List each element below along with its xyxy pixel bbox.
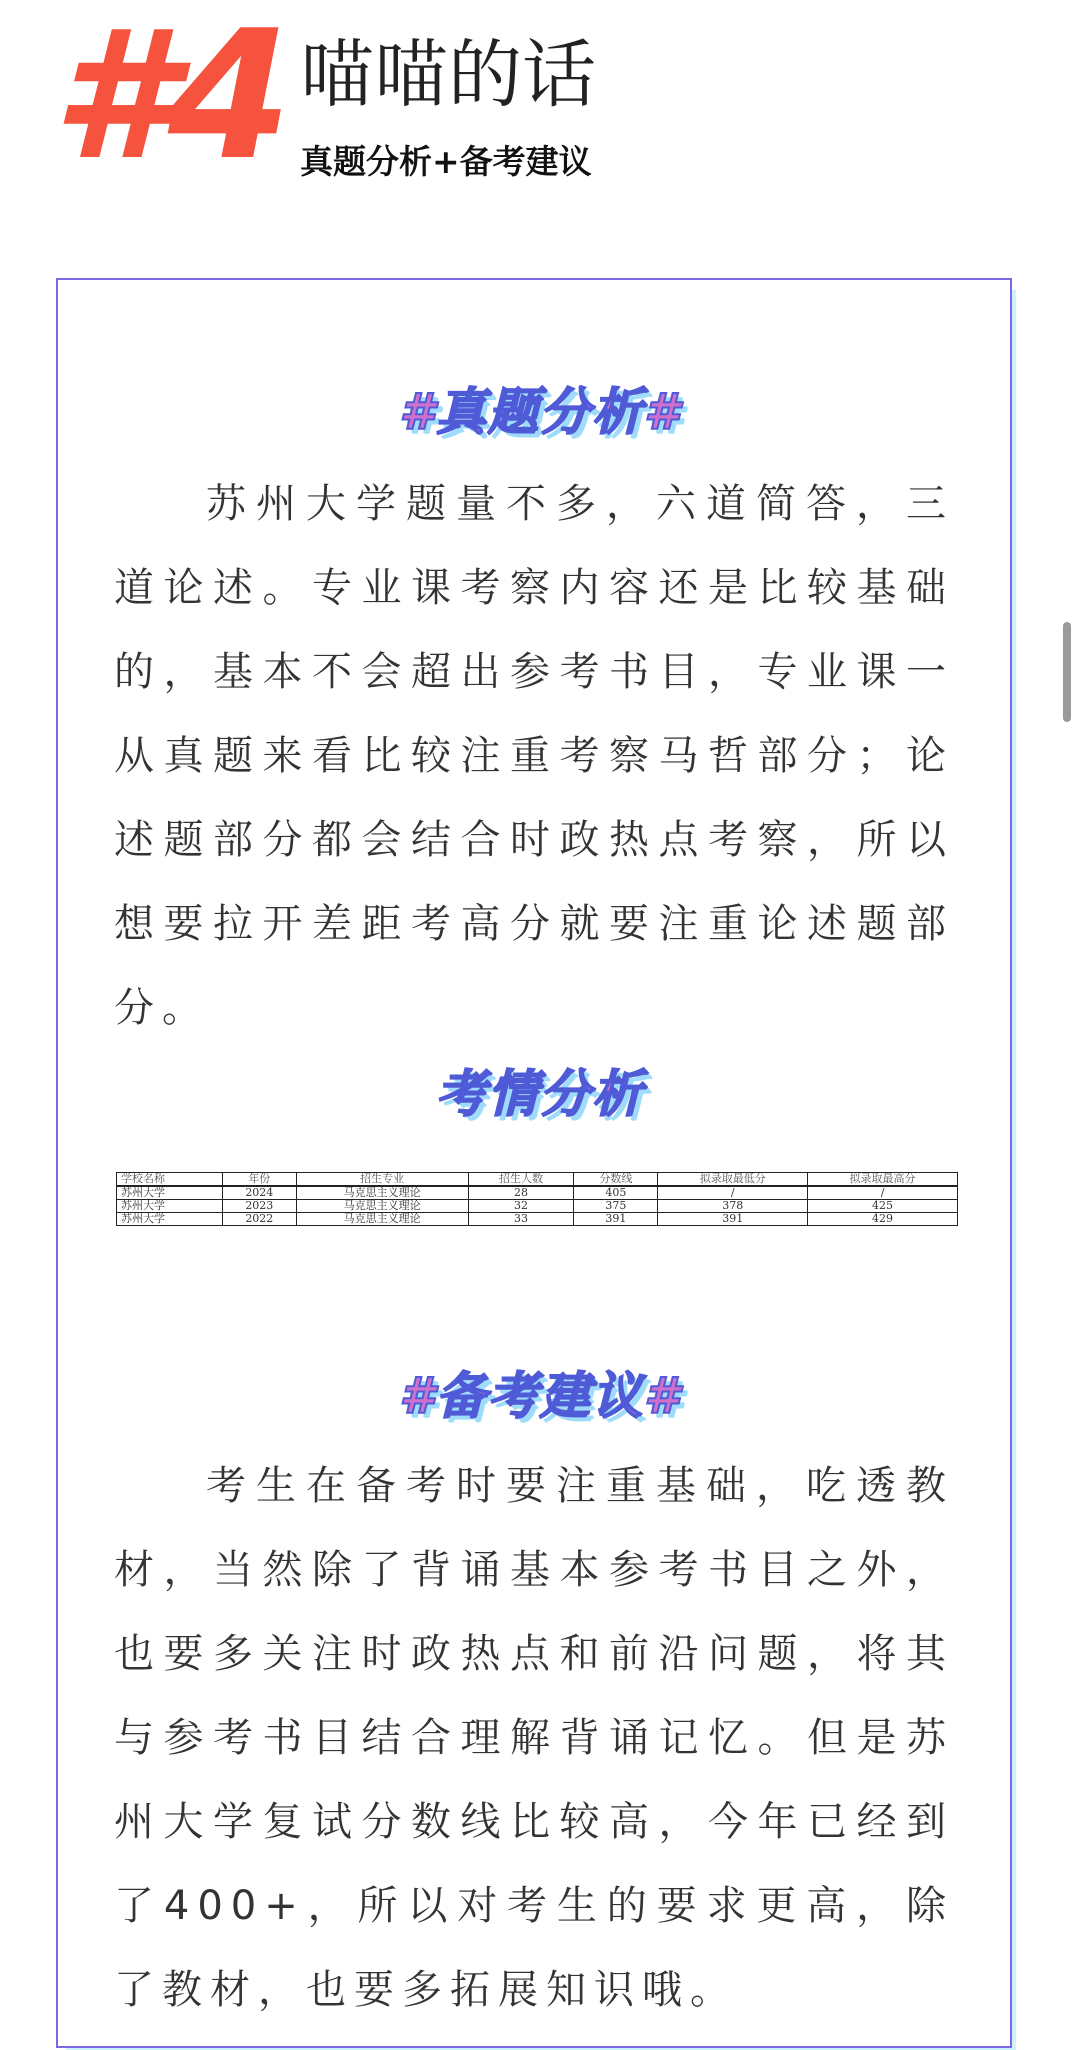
table-row — [117, 1213, 958, 1226]
section-number: #4 — [52, 0, 284, 199]
table-cell: 429 — [808, 1213, 958, 1226]
table-header-cell: 分数线 — [574, 1173, 658, 1187]
table-row — [117, 1186, 958, 1200]
table-cell: 391 — [658, 1213, 808, 1226]
table-header-row — [117, 1173, 958, 1187]
header — [0, 0, 1080, 200]
table-cell: 苏州大学 — [117, 1213, 223, 1226]
table-cell: / — [808, 1186, 958, 1200]
table-cell: 391 — [574, 1213, 658, 1226]
table-cell: 375 — [574, 1200, 658, 1213]
table-header-cell: 拟录取最高分 — [808, 1173, 958, 1187]
table-cell: 33 — [468, 1213, 574, 1226]
table-cell: 苏州大学 — [117, 1186, 223, 1200]
table-header-cell: 学校名称 — [117, 1173, 223, 1187]
table-cell: 32 — [468, 1200, 574, 1213]
table-header-cell: 招生人数 — [468, 1173, 574, 1187]
heading-advice: #备考建议# — [399, 1367, 681, 1425]
table-header-cell: 招生专业 — [296, 1173, 468, 1187]
table-cell: 378 — [658, 1200, 808, 1213]
table-cell: 2024 — [222, 1186, 296, 1200]
heading-analysis: #真题分析# — [399, 383, 681, 441]
table-header-cell: 拟录取最低分 — [658, 1173, 808, 1187]
table-cell: 2023 — [222, 1200, 296, 1213]
table-header-cell: 年份 — [222, 1173, 296, 1187]
table-cell: 苏州大学 — [117, 1200, 223, 1213]
heading-exam: 考情分析 — [436, 1065, 644, 1123]
page-title: 喵喵的话 — [300, 32, 596, 118]
analysis-paragraph: 苏州大学题量不多，六道简答，三道论述。专业课考察内容还是比较基础的，基本不会超出参考书目，专业课一从真题来看比较注重考察马哲部分；论述题部分都会结合时政热点考察，所以想要拉开差距考高分就要注重论述题部分。 — [114, 481, 954, 1031]
table-cell: 2022 — [222, 1213, 296, 1226]
table-cell: 马克思主义理论 — [296, 1186, 468, 1200]
table-cell: 28 — [468, 1186, 574, 1200]
scrollbar[interactable] — [1063, 622, 1071, 722]
exam-stats-table — [116, 1172, 958, 1226]
table-row — [117, 1200, 958, 1213]
table-cell: 405 — [574, 1186, 658, 1200]
table-cell: / — [658, 1186, 808, 1200]
table-cell: 马克思主义理论 — [296, 1200, 468, 1213]
table-cell: 425 — [808, 1200, 958, 1213]
table-cell: 马克思主义理论 — [296, 1213, 468, 1226]
advice-paragraph: 考生在备考时要注重基础，吃透教材，当然除了背诵基本参考书目之外，也要多关注时政热点和前沿问题，将其与参考书目结合理解背诵记忆。但是苏州大学复试分数线比较高，今年已经到了400+，所以对考生的要求更高，除了教材，也要多拓展知识哦。 — [114, 1463, 954, 2013]
page-subtitle: 真题分析+备考建议 — [300, 142, 592, 181]
